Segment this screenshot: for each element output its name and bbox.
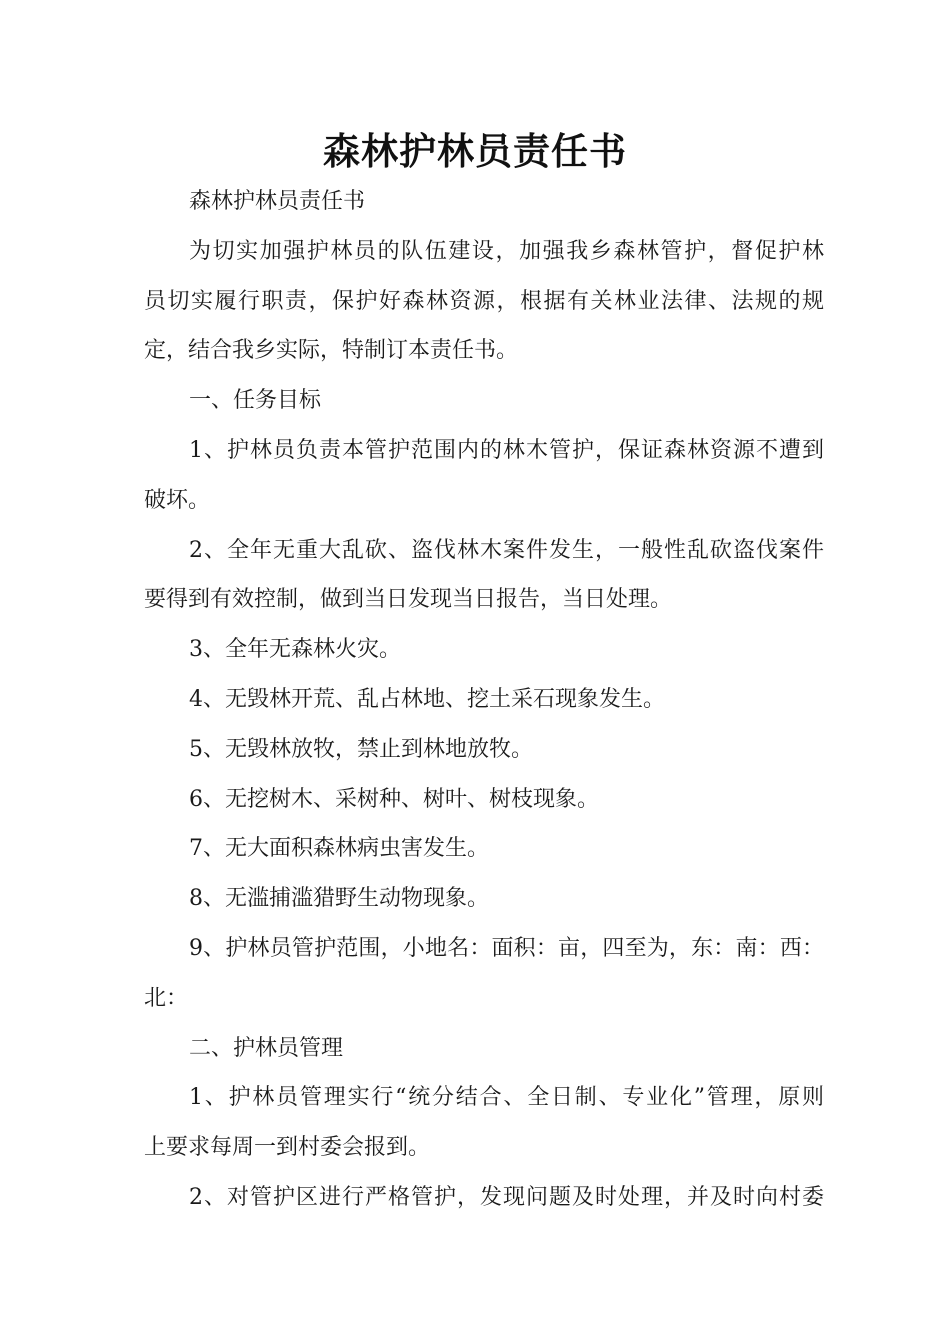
clause-line: 6、无挖树木、采树种、树叶、树枝现象。	[189, 786, 599, 812]
intro-line: 定，结合我乡实际，特制订本责任书。	[144, 338, 519, 364]
clause-line: 4、无毁林开荒、乱占林地、挖土采石现象发生。	[189, 686, 665, 712]
clause-line: 破坏。	[144, 487, 211, 513]
document-title: 森林护林员责任书	[323, 130, 627, 173]
intro-line: 员切实履行职责，保护好森林资源，根据有关林业法律、法规的规	[144, 288, 824, 314]
clause-line: 1、护林员负责本管护范围内的林木管护，保证森林资源不遭到	[189, 437, 824, 463]
clause-line: 8、无滥捕滥猎野生动物现象。	[189, 886, 489, 912]
clause-line: 北：	[144, 985, 189, 1011]
clause-line: 2、对管护区进行严格管护，发现问题及时处理，并及时向村委	[189, 1184, 824, 1210]
clause-line: 上要求每周一到村委会报到。	[144, 1135, 431, 1161]
clause-line: 7、无大面积森林病虫害发生。	[189, 836, 489, 862]
document-body	[144, 177, 824, 1223]
clause-line: 要得到有效控制，做到当日发现当日报告，当日处理。	[144, 587, 673, 613]
intro-line: 为切实加强护林员的队伍建设，加强我乡森林管护，督促护林	[189, 238, 824, 264]
section-heading: 二、护林员管理	[189, 1035, 344, 1061]
clause-line: 5、无毁林放牧，禁止到林地放牧。	[189, 736, 533, 762]
section-heading: 一、任务目标	[189, 388, 322, 414]
subtitle-line: 森林护林员责任书	[189, 189, 366, 214]
clause-line: 9、护林员管护范围，小地名：面积：亩，四至为，东：南：西：	[189, 935, 824, 961]
clause-line: 1、护林员管理实行“统分结合、全日制、专业化”管理，原则	[189, 1085, 824, 1111]
clause-line: 2、全年无重大乱砍、盗伐林木案件发生，一般性乱砍盗伐案件	[189, 537, 824, 563]
clause-line: 3、全年无森林火灾。	[189, 637, 401, 663]
